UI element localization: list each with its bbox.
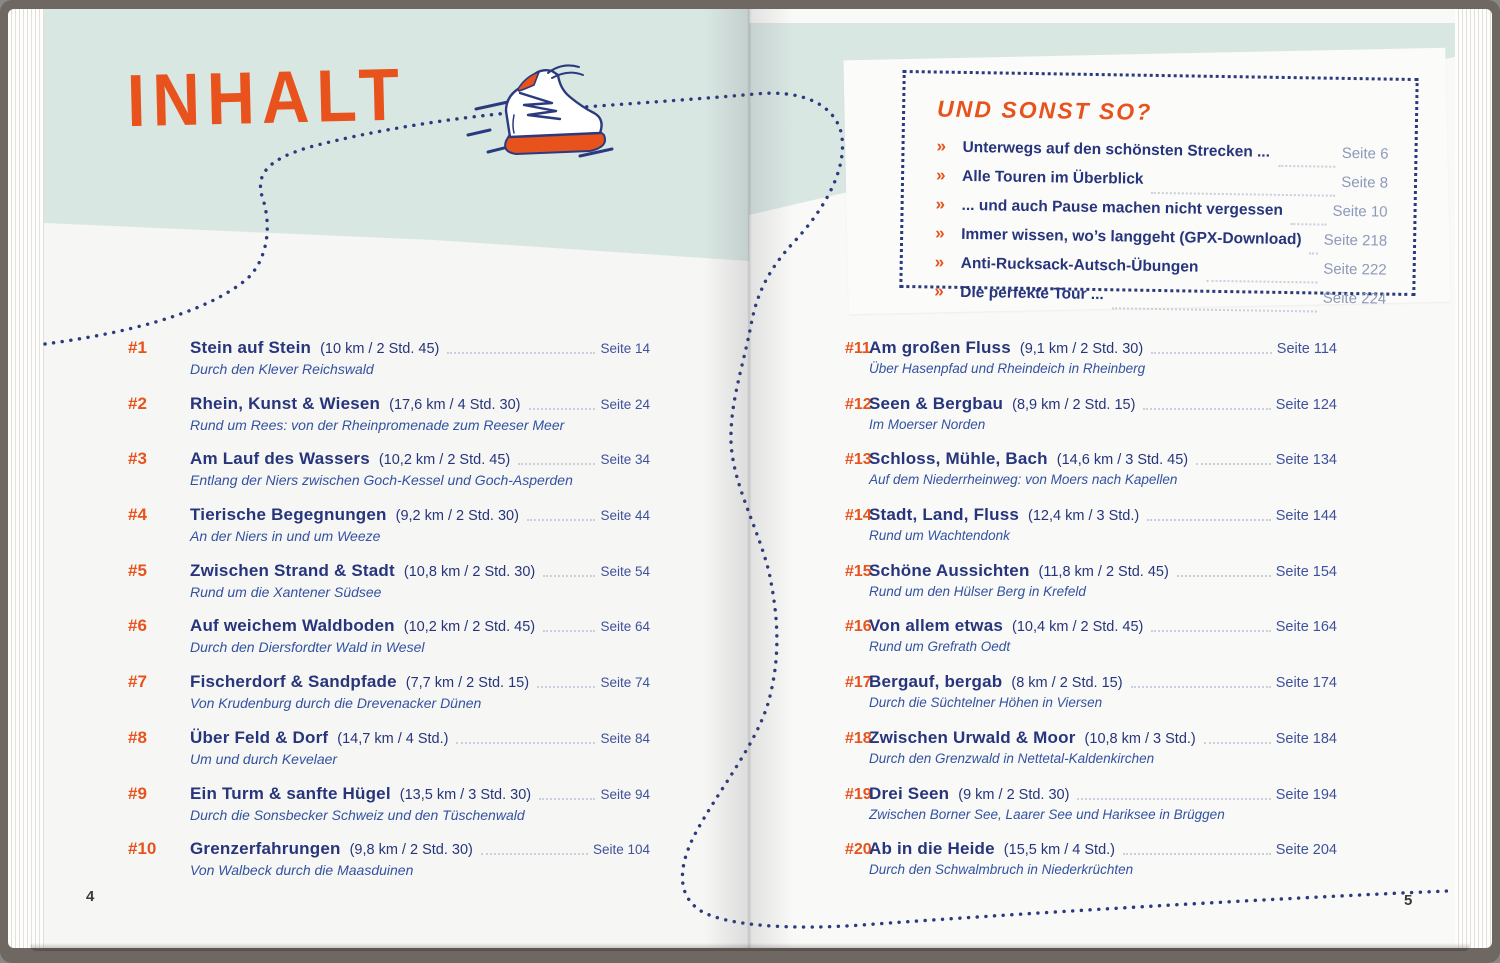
- dot-leader: [543, 630, 595, 632]
- toc-entry: [845, 505, 1337, 561]
- tour-distance-duration: (11,8 km / 2 Std. 45): [1038, 563, 1169, 580]
- toc-entry: [845, 449, 1337, 505]
- tour-title: Zwischen Urwald & Moor: [869, 727, 1076, 747]
- tour-title: Schloss, Mühle, Bach: [869, 449, 1048, 469]
- tour-distance-duration: (10 km / 2 Std. 45): [320, 341, 440, 357]
- tour-list-right: [845, 338, 1337, 895]
- tour-page-ref: Seite 104: [592, 842, 650, 858]
- tour-subtitle: Rund um Rees: von der Rheinpromenade zum Reeser Meer: [190, 416, 565, 433]
- tour-subtitle: Durch den Diersfordter Wald in Wesel: [190, 639, 425, 656]
- toc-entry-main-line: [845, 672, 1337, 692]
- toc-entry-main-line: [128, 394, 650, 414]
- tour-page-ref: Seite 34: [600, 452, 650, 468]
- contents-title: INHALT: [126, 52, 408, 142]
- toc-entry: [128, 672, 650, 728]
- toc-entry: [845, 561, 1337, 617]
- tour-number: #15: [845, 562, 872, 580]
- tour-page-ref: Seite 44: [600, 508, 650, 524]
- toc-entry-main-line: [845, 616, 1337, 636]
- tour-number: #7: [128, 672, 147, 692]
- tour-title: Am Lauf des Wassers: [190, 449, 370, 469]
- tour-title: Auf weichem Waldboden: [190, 616, 395, 636]
- tour-page-ref: Seite 24: [600, 396, 650, 412]
- tour-number: #8: [128, 727, 147, 747]
- dot-leader: [456, 742, 595, 744]
- dot-leader: [527, 519, 596, 521]
- tour-page-ref: Seite 194: [1275, 786, 1337, 803]
- tour-subtitle: Entlang der Niers zwischen Goch-Kessel und Goch-Asperden: [190, 472, 573, 489]
- tour-distance-duration: (9,8 km / 2 Std. 30): [349, 842, 473, 859]
- tour-subtitle: Rund um Grefrath Oedt: [869, 639, 1011, 655]
- tour-distance-duration: (14,7 km / 4 Std.): [337, 730, 449, 747]
- tour-page-ref: Seite 14: [600, 341, 650, 356]
- toc-entry-main-line: [128, 338, 650, 358]
- tour-title: Zwischen Strand & Stadt: [190, 560, 395, 580]
- tour-distance-duration: (13,5 km / 3 Std. 30): [399, 786, 532, 803]
- toc-entry: [128, 561, 650, 617]
- tour-subtitle: Durch den Klever Reichswald: [190, 361, 374, 377]
- dot-leader: [539, 798, 595, 800]
- dot-leader: [1151, 352, 1272, 354]
- toc-entry: [128, 338, 650, 394]
- tour-distance-duration: (7,7 km / 2 Std. 15): [405, 675, 530, 692]
- toc-entry: [845, 672, 1337, 728]
- toc-entry: [128, 728, 650, 784]
- toc-entry-main-line: [128, 728, 650, 748]
- toc-entry: [128, 839, 650, 895]
- extras-entry-page-ref: Seite 6: [1341, 144, 1389, 163]
- extras-entry-label: Immer wissen, wo’s langgeht (GPX-Download): [961, 225, 1302, 249]
- toc-entry-main-line: [128, 616, 650, 636]
- extras-entry-page-ref: Seite 222: [1323, 260, 1387, 279]
- double-chevron-icon: »: [935, 194, 946, 214]
- tour-distance-duration: (9 km / 2 Std. 30): [958, 786, 1070, 803]
- tour-subtitle: Um und durch Kevelaer: [190, 750, 338, 767]
- toc-entry-main-line: [128, 561, 650, 581]
- dot-leader: [537, 686, 595, 688]
- tour-title: Ab in die Heide: [869, 839, 995, 859]
- tour-number: #12: [845, 395, 872, 413]
- tour-page-ref: Seite 124: [1275, 396, 1337, 413]
- double-chevron-icon: »: [934, 281, 944, 301]
- double-chevron-icon: »: [935, 223, 945, 243]
- tour-distance-duration: (10,2 km / 2 Std. 45): [403, 619, 536, 636]
- tour-page-ref: Seite 54: [600, 563, 650, 579]
- dot-leader: [1077, 798, 1270, 800]
- toc-entry-main-line: [845, 449, 1337, 469]
- tour-title: Stein auf Stein: [190, 338, 312, 357]
- tour-number: #10: [128, 839, 157, 859]
- tour-number: #6: [128, 616, 147, 636]
- extras-list: [934, 137, 1389, 318]
- tour-title: Schöne Aussichten: [869, 560, 1030, 580]
- tour-subtitle: Im Moerser Norden: [869, 416, 986, 432]
- tour-number: #19: [845, 785, 872, 803]
- page-number-right: 5: [1404, 892, 1413, 909]
- page-stack-edge-left: [8, 9, 44, 948]
- tour-title: Stadt, Land, Fluss: [869, 505, 1020, 525]
- tour-title: Ein Turm & sanfte Hügel: [190, 783, 391, 803]
- extras-entry-label: Anti-Rucksack-Autsch-Übungen: [960, 254, 1199, 276]
- tour-subtitle: Rund um Wachtendonk: [869, 528, 1010, 544]
- tour-number: #4: [128, 505, 147, 525]
- dot-leader: [1177, 575, 1271, 577]
- tour-title: Über Feld & Dorf: [190, 727, 329, 747]
- tour-subtitle: Durch den Grenzwald in Nettetal-Kaldenkirchen: [869, 750, 1155, 766]
- dot-leader: [1151, 192, 1335, 197]
- dot-leader: [1291, 223, 1327, 226]
- tour-distance-duration: (10,2 km / 2 Std. 45): [378, 452, 511, 469]
- tour-distance-duration: (15,5 km / 4 Std.): [1003, 842, 1116, 859]
- extras-entry-label: Unterwegs auf den schönsten Strecken ...: [962, 138, 1271, 161]
- tour-number: #5: [128, 560, 147, 580]
- toc-entry-main-line: [845, 784, 1337, 804]
- extras-entry-label: ... und auch Pause machen nicht vergessen: [961, 196, 1284, 219]
- tour-number: #2: [128, 393, 147, 413]
- dot-leader: [1309, 252, 1317, 254]
- tour-title: Fischerdorf & Sandpfade: [190, 672, 397, 692]
- tour-page-ref: Seite 94: [600, 786, 650, 802]
- tour-title: Am großen Fluss: [869, 338, 1011, 357]
- toc-entry-main-line: [845, 839, 1337, 859]
- toc-entry-main-line: [128, 505, 650, 525]
- tour-subtitle: Rund um die Xantener Südsee: [190, 583, 382, 600]
- tour-distance-duration: (9,1 km / 2 Std. 30): [1019, 341, 1144, 357]
- extras-entry-page-ref: Seite 10: [1332, 202, 1388, 221]
- tour-subtitle: Auf dem Niederrheinweg: von Moers nach Kapellen: [869, 472, 1178, 488]
- tour-number: #11: [845, 340, 871, 357]
- tour-number: #3: [128, 449, 147, 469]
- tour-number: #18: [845, 729, 872, 747]
- tour-subtitle: An der Niers in und um Weeze: [190, 528, 381, 545]
- tour-number: #16: [845, 618, 872, 636]
- extras-entry-page-ref: Seite 224: [1322, 289, 1387, 308]
- dot-leader: [1112, 307, 1317, 312]
- tour-subtitle: Von Krudenburg durch die Drevenacker Dünen: [190, 695, 482, 712]
- toc-entry: [845, 784, 1337, 840]
- toc-entry-main-line: [128, 784, 650, 804]
- tour-page-ref: Seite 154: [1275, 563, 1337, 580]
- tour-page-ref: Seite 174: [1275, 675, 1337, 692]
- tour-page-ref: Seite 184: [1275, 730, 1337, 747]
- dot-leader: [529, 408, 596, 410]
- extras-title: UND SONST SO?: [936, 95, 1153, 125]
- tour-subtitle: Über Hasenpfad und Rheindeich in Rheinberg: [869, 361, 1146, 376]
- toc-entry-main-line: [128, 672, 650, 692]
- tour-distance-duration: (17,6 km / 4 Std. 30): [389, 396, 521, 413]
- toc-entry: [845, 394, 1337, 450]
- dot-leader: [1204, 742, 1271, 744]
- dot-leader: [1131, 686, 1271, 688]
- tour-distance-duration: (10,8 km / 3 Std.): [1084, 730, 1196, 747]
- toc-entry: [128, 784, 650, 840]
- extras-entry-page-ref: Seite 218: [1323, 231, 1388, 250]
- toc-entry: [128, 505, 650, 561]
- dot-leader: [543, 575, 595, 577]
- extras-box: [899, 70, 1418, 308]
- double-chevron-icon: »: [935, 165, 946, 185]
- tour-distance-duration: (10,8 km / 2 Std. 30): [403, 563, 536, 580]
- tour-number: #1: [128, 338, 147, 357]
- tour-number: #14: [845, 507, 872, 525]
- tour-subtitle: Rund um den Hülser Berg in Krefeld: [869, 583, 1086, 599]
- dot-leader: [1147, 519, 1270, 521]
- tour-page-ref: Seite 204: [1275, 842, 1337, 859]
- tour-number: #17: [845, 674, 872, 692]
- dot-leader: [1143, 408, 1270, 410]
- tour-page-ref: Seite 84: [600, 730, 650, 746]
- tour-page-ref: Seite 114: [1276, 341, 1337, 357]
- boot-icon: [505, 65, 605, 154]
- tour-title: Grenzerfahrungen: [190, 839, 341, 859]
- tour-distance-duration: (8 km / 2 Std. 15): [1011, 675, 1123, 692]
- tour-page-ref: Seite 64: [600, 619, 650, 635]
- tour-title: Bergauf, bergab: [869, 672, 1003, 692]
- dot-leader: [518, 463, 595, 465]
- tour-number: #13: [845, 451, 872, 469]
- dot-leader: [1123, 853, 1271, 855]
- tour-subtitle: Zwischen Borner See, Laarer See und Hariksee in Brüggen: [869, 806, 1225, 822]
- dot-leader: [481, 853, 588, 855]
- tour-title: Tierische Begegnungen: [190, 505, 387, 525]
- toc-entry: [845, 338, 1337, 394]
- page-stack-edge-right: [1455, 9, 1492, 948]
- tour-title: Von allem etwas: [869, 616, 1004, 636]
- tour-page-ref: Seite 74: [600, 675, 650, 691]
- extras-entry-label: Alle Touren im Überblick: [961, 167, 1144, 188]
- double-chevron-icon: »: [934, 252, 945, 272]
- tour-number: #20: [845, 841, 872, 859]
- tour-distance-duration: (10,4 km / 2 Std. 45): [1012, 619, 1144, 636]
- tour-distance-duration: (8,9 km / 2 Std. 15): [1012, 396, 1136, 413]
- toc-entry-main-line: [845, 561, 1337, 581]
- dot-leader: [1206, 280, 1317, 284]
- toc-entry: [845, 839, 1337, 895]
- tour-list-left: [128, 338, 650, 895]
- tour-distance-duration: (14,6 km / 3 Std. 45): [1056, 452, 1189, 469]
- tour-subtitle: Durch die Süchtelner Höhen in Viersen: [869, 695, 1103, 711]
- double-chevron-icon: »: [936, 136, 947, 156]
- tour-page-ref: Seite 134: [1275, 452, 1337, 469]
- dot-leader: [1278, 165, 1336, 168]
- tour-subtitle: Durch den Schwalmbruch in Niederkrüchten: [869, 862, 1134, 878]
- dot-leader: [1196, 463, 1271, 465]
- toc-entry: [128, 616, 650, 672]
- tour-subtitle: Durch die Sonsbecker Schweiz und den Tüschenwald: [190, 806, 525, 823]
- tour-title: Rhein, Kunst & Wiesen: [190, 393, 381, 413]
- toc-entry: [128, 449, 650, 505]
- tour-page-ref: Seite 164: [1275, 619, 1337, 636]
- toc-entry-main-line: [845, 338, 1337, 358]
- dot-leader: [1151, 630, 1270, 632]
- toc-entry-main-line: [845, 505, 1337, 525]
- toc-entry: [845, 616, 1337, 672]
- page-number-left: 4: [86, 888, 95, 905]
- toc-entry-main-line: [128, 839, 650, 859]
- tour-subtitle: Von Walbeck durch die Maasduinen: [190, 862, 414, 879]
- tour-title: Seen & Bergbau: [869, 393, 1004, 413]
- toc-entry-main-line: [845, 394, 1337, 414]
- hiking-boot-illustration: [462, 58, 632, 170]
- tour-page-ref: Seite 144: [1275, 508, 1337, 525]
- extras-entry-label: Die perfekte Tour ...: [960, 283, 1104, 304]
- tour-number: #9: [128, 783, 147, 803]
- toc-entry-main-line: [845, 728, 1337, 748]
- toc-entry-main-line: [128, 449, 650, 469]
- extras-entry-page-ref: Seite 8: [1341, 173, 1389, 192]
- toc-entry: [845, 728, 1337, 784]
- tour-distance-duration: (9,2 km / 2 Std. 30): [395, 508, 519, 525]
- dot-leader: [447, 352, 595, 354]
- tour-title: Drei Seen: [869, 783, 950, 803]
- tour-distance-duration: (12,4 km / 3 Std.): [1028, 508, 1140, 525]
- toc-entry: [128, 394, 650, 450]
